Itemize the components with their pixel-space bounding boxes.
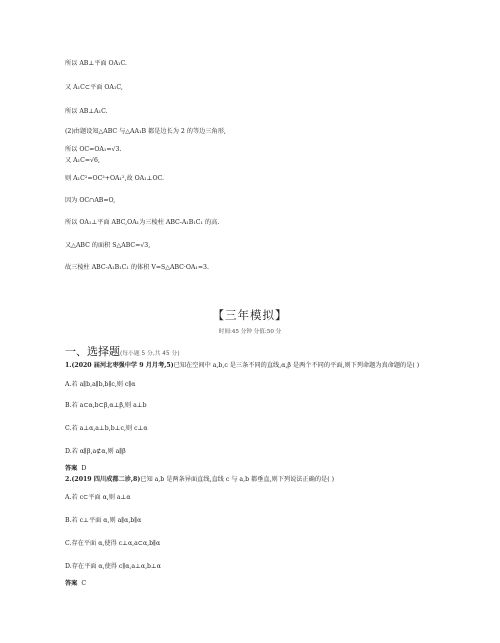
question-1-answer bbox=[65, 465, 86, 473]
solution-line: 所以 AB⊥A₁C. bbox=[65, 108, 108, 115]
solution-line: 所以 OA₁⊥平面 ABC,OA₁为三棱柱 ABC-A₁B₁C₁ 的高. bbox=[65, 219, 220, 226]
section-title: 【三年模拟】 bbox=[212, 308, 288, 322]
answer-value: D bbox=[81, 465, 87, 472]
solution-line: 又 A₁C=√6, bbox=[65, 157, 100, 164]
question-1-text: 已知在空间中 a,b,c 是三条不同的直线,α,β 是两个不同的平面,则下列命题为真命题的是( ) bbox=[173, 362, 420, 369]
question-2-answer bbox=[65, 580, 86, 588]
question-1-stem bbox=[65, 362, 419, 370]
solution-line: 又△ABC 的面积 S△ABC=√3, bbox=[65, 242, 151, 249]
question-2-text: 已知 a,b 是两条异面直线,直线 c 与 a,b 都垂直,则下列说法正确的是( ) bbox=[140, 476, 335, 483]
question-1-option-c: C.若 a⊥α,a⊥b,b⊥c,则 c⊥α bbox=[65, 425, 148, 432]
solution-line: 故三棱柱 ABC-A₁B₁C₁ 的体积 V=S△ABC·OA₁=3. bbox=[65, 264, 209, 271]
question-2-option-c: C.存在平面 α,使得 c⊥α,a⊂α,b∥α bbox=[65, 540, 161, 547]
solution-line: 又 A₁C⊂平面 OA₁C, bbox=[65, 84, 123, 91]
solution-line: 所以 AB⊥平面 OA₁C. bbox=[65, 60, 128, 67]
part-heading bbox=[65, 343, 180, 359]
question-2-stem bbox=[65, 476, 334, 484]
question-2-option-b: B.若 c⊥平面 α,则 a∥α,b∥α bbox=[65, 517, 142, 524]
question-1-option-a: A.若 a∥b,a∥b,b∥c,则 c∥α bbox=[65, 381, 136, 388]
answer-label: 答案 bbox=[65, 580, 78, 587]
question-2-option-a: A.若 c⊂平面 α,则 a⊥α bbox=[65, 494, 131, 501]
question-1-option-b: B.若 a⊂α,b⊂β,α⊥β,则 a⊥b bbox=[65, 402, 147, 409]
answer-label: 答案 bbox=[65, 465, 78, 472]
question-1-source: 1.(2020 届河北枣强中学 9 月月考,5) bbox=[65, 362, 174, 369]
solution-line: 因为 OC∩AB=O, bbox=[65, 197, 116, 204]
question-2-source: 2.(2019 四川成都二诊,8) bbox=[65, 476, 141, 483]
section-meta: 时间:45 分钟 分值:50 分 bbox=[218, 329, 282, 335]
part-title: 一、选择题 bbox=[65, 345, 120, 358]
question-2-option-d: D.存在平面 α,使得 c∥α,a⊥α,b⊥α bbox=[65, 563, 161, 570]
question-1-option-d: D.若 α∥β,a⊄α,则 a∥β bbox=[65, 448, 126, 455]
solution-line: 则 A₁C²=OC²+OA₁²,故 OA₁⊥OC. bbox=[65, 175, 164, 182]
part-note: (每小题 5 分,共 45 分) bbox=[120, 351, 180, 357]
solution-line: 所以 OC=OA₁=√3. bbox=[65, 146, 122, 153]
answer-value: C bbox=[81, 580, 87, 587]
solution-line: (2)由题设知△ABC 与△AA₁B 都是边长为 2 的等边三角形, bbox=[65, 128, 226, 135]
